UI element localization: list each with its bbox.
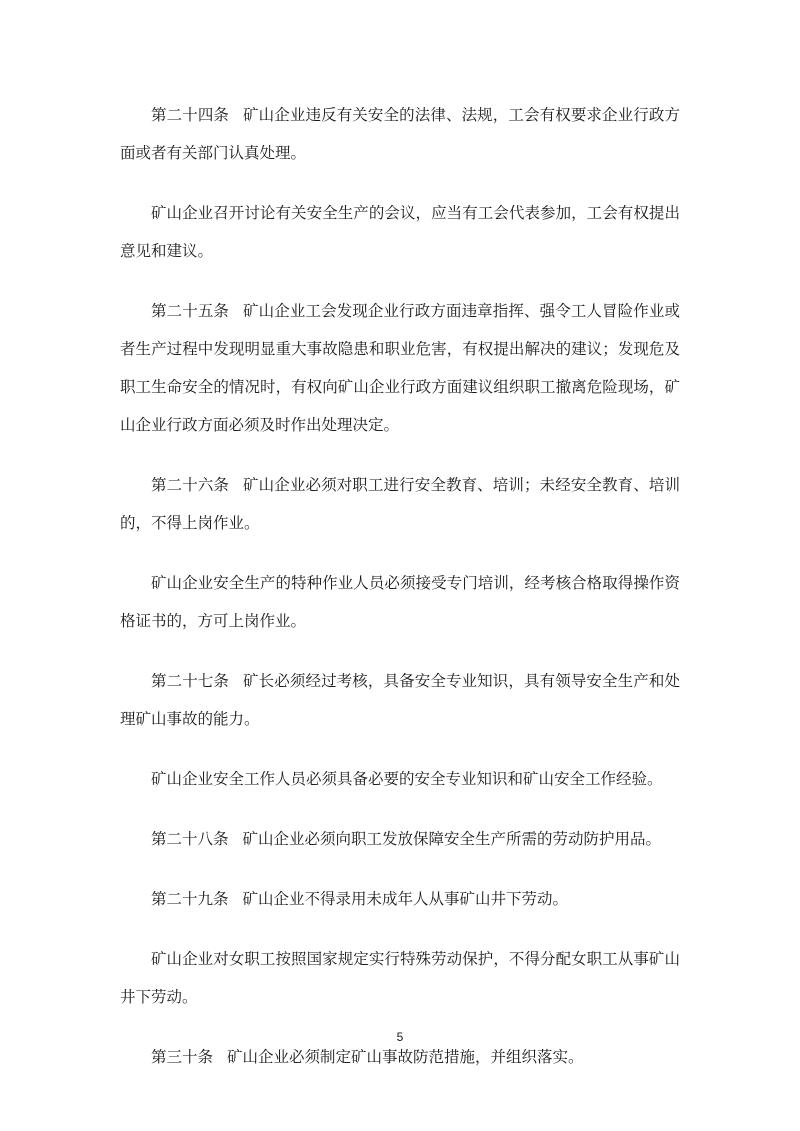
paragraph-article-29 xyxy=(120,880,680,918)
article-number: 第二十七条 xyxy=(151,672,230,690)
paragraph-text: 矿山企业安全工作人员必须具备必要的安全专业知识和矿山安全工作经验。 xyxy=(151,770,663,788)
article-number: 第二十八条 xyxy=(151,830,229,848)
article-number: 第二十六条 xyxy=(151,476,230,494)
paragraph-text: 矿山企业不得录用未成年人从事矿山井下劳动。 xyxy=(242,890,569,908)
paragraph-article-24 xyxy=(120,96,680,172)
paragraph-text: 矿山企业对女职工按照国家规定实行特殊劳动保护，不得分配女职工从事矿山井下劳动。 xyxy=(120,950,680,1006)
page-number: 5 xyxy=(396,1030,404,1044)
paragraph-article-29-clause-2 xyxy=(120,940,680,1016)
article-number: 第二十九条 xyxy=(151,890,229,908)
article-number: 第二十四条 xyxy=(151,106,230,124)
paragraph-article-24-clause-2 xyxy=(120,194,680,270)
paragraph-article-27-clause-2 xyxy=(120,760,680,798)
article-number: 第二十五条 xyxy=(151,302,230,320)
paragraph-text: 矿长必须经过考核，具备安全专业知识，具有领导安全生产和处理矿山事故的能力。 xyxy=(120,672,680,728)
paragraph-text: 矿山企业召开讨论有关安全生产的会议，应当有工会代表参加，工会有权提出意见和建议。 xyxy=(120,204,680,260)
paragraph-text: 矿山企业安全生产的特种作业人员必须接受专门培训，经考核合格取得操作资格证书的，方可上岗作业。 xyxy=(120,574,680,630)
paragraph-article-27 xyxy=(120,662,680,738)
paragraph-article-25 xyxy=(120,292,680,444)
paragraph-article-26-clause-2 xyxy=(120,564,680,640)
paragraph-text: 矿山企业必须向职工发放保障安全生产所需的劳动防护用品。 xyxy=(242,830,662,848)
paragraph-article-26 xyxy=(120,466,680,542)
paragraph-text: 矿山企业违反有关安全的法律、法规，工会有权要求企业行政方面或者有关部门认真处理。 xyxy=(120,106,680,162)
paragraph-article-28 xyxy=(120,820,680,858)
paragraph-text: 矿山企业必须对职工进行安全教育、培训；未经安全教育、培训的，不得上岗作业。 xyxy=(120,476,680,532)
article-number: 第三十条 xyxy=(151,1048,214,1066)
document-body xyxy=(120,96,680,1098)
paragraph-text: 矿山企业工会发现企业行政方面违章指挥、强令工人冒险作业或者生产过程中发现明显重大事故隐患和职业危害，有权提出解决的建议；发现危及职工生命安全的情况时，有权向矿山企业行政方面建议组织职工撤离危险现场，矿山企业行政方面必须及时作出处理决定。 xyxy=(120,302,680,434)
paragraph-text: 矿山企业必须制定矿山事故防范措施，并组织落实。 xyxy=(227,1048,584,1066)
